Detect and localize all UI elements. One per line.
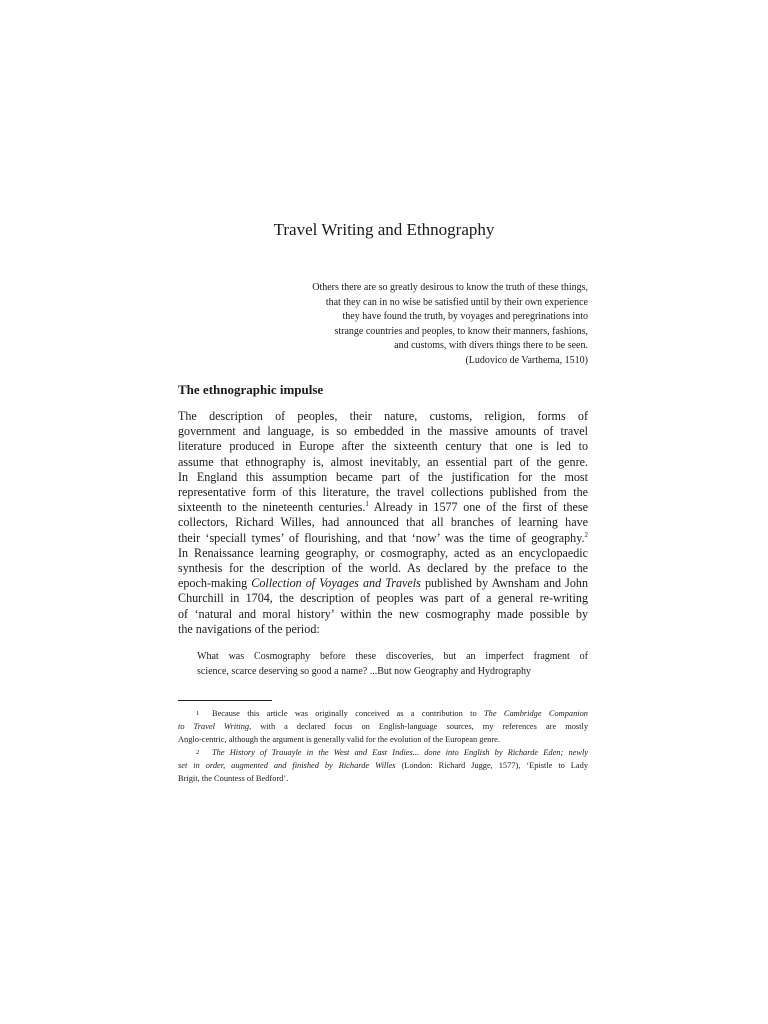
body-line: In Renaissance learning geography, or cosmography, acted as an encyclopaedic	[178, 545, 588, 560]
body-line: the navigations of the period:	[178, 621, 320, 636]
book-title: The Cambridge Companion	[483, 709, 588, 718]
body-line	[178, 576, 588, 591]
epigraph-attribution: (Ludovico de Varthema, 1510)	[465, 354, 588, 366]
body-line: assume that ethnography is, almost inevitably, an essential part of the genre.	[178, 454, 588, 469]
book-title: set in order, augmented and finished by Richarde Willes	[178, 761, 396, 770]
book-title: Collection of Voyages and Travels	[251, 576, 421, 591]
body-text-run: epoch-making	[178, 576, 252, 591]
footnote-line: Brigit, the Countess of Bedford’.	[178, 774, 289, 783]
body-line	[178, 500, 588, 515]
epigraph-line: and customs, with divers things there to be seen.	[394, 340, 588, 352]
footnote-ref-2[interactable]: 2	[584, 530, 588, 539]
block-quote	[197, 649, 588, 679]
footnote-line	[178, 707, 588, 720]
footnotes	[178, 707, 588, 785]
epigraph-line: Others there are so greatly desirous to know the truth of these things,	[312, 282, 588, 293]
page-title: Travel Writing and Ethnography	[273, 220, 495, 239]
footnote-text: , with a declared focus on English-language sources, my references are mostly	[249, 722, 589, 731]
quote-line: What was Cosmography before these discoveries, but an imperfect fragment of	[197, 651, 588, 662]
footnote-line	[178, 759, 588, 772]
body-line: synthesis for the description of the world. As declared by the preface to the	[178, 561, 588, 576]
body-text-run: Already in 1577 one of the first of these	[368, 500, 588, 515]
footnote-text: (London: Richard Jugge, 1577), ‘Epistle to Lady	[395, 761, 589, 770]
epigraph-line: that they can in no wise be satisfied until by their own experience	[325, 296, 588, 308]
body-line: literature produced in Europe after the sixteenth century that one is led to	[178, 439, 588, 454]
epigraph-line: they have found the truth, by voyages and peregrinations into	[342, 311, 588, 323]
footnote-line: Anglo-centric, although the argument is generally valid for the evolution of the European genre.	[178, 735, 500, 744]
body-line: In England this assumption became part of the justification for the most	[178, 469, 588, 484]
book-title: The History of Trauayle in the West and East Indies... done into English by Richarde Eden; newly	[212, 748, 588, 757]
epigraph-line: strange countries and peoples, to know their manners, fashions,	[334, 325, 588, 337]
body-paragraph	[178, 409, 588, 637]
footnote-line	[178, 720, 588, 733]
footnote-number: 2	[196, 749, 200, 756]
footnote-1	[178, 707, 588, 746]
body-text-run: sixteenth to the nineteenth centuries.	[178, 500, 366, 515]
epigraph	[230, 281, 588, 369]
body-line: Churchill in 1704, the description of peoples was part of a general re-writing	[178, 591, 588, 606]
footnote-divider	[178, 700, 272, 701]
footnote-ref-1[interactable]: 1	[365, 500, 369, 509]
footnote-text: Because this article was originally conceived as a contribution to	[212, 709, 484, 718]
footnote-line	[178, 746, 588, 759]
body-line: collectors, Richard Willes, had announced that all branches of learning have	[178, 515, 588, 530]
body-line: government and language, is so embedded in the massive amounts of travel	[178, 424, 588, 439]
body-text-run: published by Awnsham and John	[420, 576, 589, 591]
footnote-2	[178, 746, 588, 785]
body-line: of ‘natural and moral history’ within the new cosmography made possible by	[178, 606, 588, 621]
section-heading: The ethnographic impulse	[178, 382, 324, 397]
body-line	[178, 531, 588, 546]
footnote-number: 1	[196, 710, 200, 717]
book-title: to Travel Writing	[178, 722, 250, 731]
body-text-run: their ‘speciall tymes’ of flourishing, and that ‘now’ was the time of geography.	[178, 530, 585, 545]
body-line: The description of peoples, their nature, customs, religion, forms of	[178, 409, 588, 423]
quote-line: science, scarce deserving so good a name? ...But now Geography and Hydrography	[197, 666, 532, 677]
body-line: representative form of this literature, the travel collections published from the	[178, 485, 588, 500]
